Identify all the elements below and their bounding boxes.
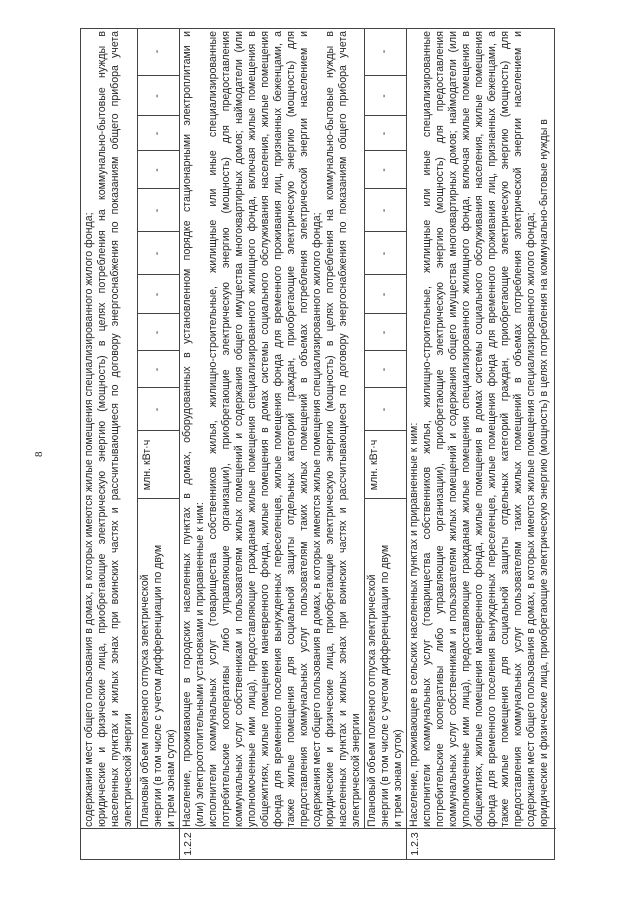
value-cell: - xyxy=(151,407,163,412)
text-line: фонда для временного поселения вынужденных переселенцев, жилые помещения фонда для временного проживания лиц, признанных беженцами, а xyxy=(272,31,284,827)
text-line: электрической энергии xyxy=(350,713,362,827)
text-line: Население, проживающее в городских населенных пунктах в домах, оборудованных в установленном порядке стационарными электроплитами и xyxy=(181,31,193,827)
value-cell: - xyxy=(378,407,390,412)
text-line: также жилые помещения для социальной защиты отдельных категорий граждан, приобретающие электрическую энергию (мощность) для xyxy=(285,31,297,827)
text-line: потребительские кооперативы либо управляющие организации), приобретающие электрическую энергию (мощность) для предоставления xyxy=(434,31,446,827)
value-cell: - xyxy=(378,251,390,256)
value-cell: - xyxy=(378,131,390,136)
text-line: Население, проживающее в сельских населенных пунктах и приравненные к ним: xyxy=(408,422,420,827)
text-line: уполномоченные ими лица), предоставляющие гражданам жилые помещения специализированного жилищного фонда, включая жилые помещения в xyxy=(246,31,258,827)
row-description xyxy=(83,31,135,827)
text-line: населенных пунктах и жилых зонах при воинских частях и рассчитывающиеся по договору энергоснабжения по показаниям общего прибора учета xyxy=(109,31,121,827)
row-divider xyxy=(364,29,365,829)
text-line: общежитиях, жилые помещения маневренного фонда, жилые помещения в домах системы социального обслуживания населения, жилые помещения xyxy=(259,31,271,827)
indicator-name xyxy=(139,501,178,827)
value-cell: - xyxy=(378,168,390,172)
text-line: населенных пунктах и жилых зонах при воинских частях и рассчитывающиеся по договору энергоснабжения по показаниям общего прибора учета xyxy=(337,31,349,827)
row-divider xyxy=(179,29,180,859)
value-cell: - xyxy=(151,49,163,54)
value-cell: - xyxy=(151,208,163,213)
unit-cell: млн. кВт·ч xyxy=(141,439,153,491)
row-number: 1.2.3 xyxy=(409,832,421,856)
text-line: юридические и физические лица, приобретающие электрическую энергию (мощность) в целях потребления на коммунально-бытовые нужды в xyxy=(324,31,336,827)
value-cell: - xyxy=(378,292,390,297)
text-line: энергии (в том числе с учетом дифференциации по двум xyxy=(152,544,164,827)
row-number: 1.2.2 xyxy=(182,832,194,856)
value-cell: - xyxy=(378,367,390,372)
text-line: общежитиях, жилые помещения маневренного фонда, жилые помещения в домах системы социального обслуживания населения, жилые помещения xyxy=(473,31,485,827)
unit-cell: млн. кВт·ч xyxy=(368,439,380,491)
row-divider xyxy=(406,29,407,859)
text-line: энергии (в том числе с учетом дифференциации по двум xyxy=(379,544,391,827)
text-line: фонда для временного поселения вынужденных переселенцев, жилые помещения фонда для временного проживания лиц, признанных беженцами, а xyxy=(486,31,498,827)
value-cell: - xyxy=(151,367,163,372)
value-cell: - xyxy=(378,94,390,98)
value-cell: - xyxy=(151,168,163,172)
text-line: содержания мест общего пользования в домах, в которых имеются жилые помещения специализированного жилого фонда; xyxy=(525,212,537,827)
text-line: (или) электроотопительными установками и приравненные к ним: xyxy=(194,502,206,827)
text-line: юридические и физические лица, приобретающие электрическую энергию (мощность) в целях потребления на коммунально-бытовые нужды в xyxy=(538,119,550,827)
text-line: предоставления коммунальных услуг пользователям таких жилых помещений в объемах потребления электрической энергии населением и xyxy=(298,31,310,827)
value-cell: - xyxy=(151,330,163,335)
text-line: коммунальных услуг собственникам и пользователям жилых помещений и содержания общего имущества многоквартирных домов; наймодатели (или xyxy=(447,31,459,827)
text-line: коммунальных услуг собственникам и пользователям жилых помещений и содержания общего имущества многоквартирных домов; наймодатели (или xyxy=(233,31,245,827)
text-line: и трем зонам суток) xyxy=(165,729,177,827)
text-line: потребительские кооперативы либо управляющие организации), приобретающие электрическую энергию (мощность) для предоставления xyxy=(220,31,232,827)
row-description xyxy=(408,31,551,827)
text-line: юридические и физические лица, приобретающие электрическую энергию (мощность) в целях потребления на коммунально-бытовые нужды в xyxy=(96,31,108,827)
text-line: исполнители коммунальных услуг (товарищества собственников жилья, жилищно-строительные, жилищные или иные специализированные xyxy=(421,31,433,827)
text-line: содержания мест общего пользования в домах, в которых имеются жилые помещения специализированного жилого фонда; xyxy=(83,212,95,827)
text-line: электрической энергии xyxy=(122,713,134,827)
tariff-table xyxy=(80,28,555,860)
text-line: Плановый объем полезного отпуска электрической xyxy=(366,574,378,827)
value-cell: - xyxy=(378,208,390,213)
text-line: предоставления коммунальных услуг пользователям таких жилых помещений в объемах потребления электрической энергии населением и xyxy=(512,31,524,827)
text-line: также жилые помещения для социальной защиты отдельных категорий граждан, приобретающие электрическую энергию (мощность) для xyxy=(499,31,511,827)
text-line: исполнители коммунальных услуг (товарищества собственников жилья, жилищно-строительные, жилищные или иные специализированные xyxy=(207,31,219,827)
value-cell: - xyxy=(151,292,163,297)
value-cell: - xyxy=(151,94,163,98)
row-description xyxy=(181,31,363,827)
text-line: содержания мест общего пользования в домах, в которых имеются жилые помещения специализированного жилого фонда; xyxy=(311,212,323,827)
value-cell: - xyxy=(151,251,163,256)
page-number: 8 xyxy=(33,451,45,457)
value-cell: - xyxy=(378,49,390,54)
value-cell: - xyxy=(151,131,163,136)
row-divider xyxy=(137,29,138,829)
value-cell: - xyxy=(378,330,390,335)
text-line: Плановый объем полезного отпуска электрической xyxy=(139,574,151,827)
text-line: и трем зонам суток) xyxy=(392,729,404,827)
indicator-name xyxy=(366,501,405,827)
column-divider xyxy=(81,828,556,829)
text-line: уполномоченные ими лица), предоставляющие гражданам жилые помещения специализированного жилищного фонда, включая жилые помещения в xyxy=(460,31,472,827)
